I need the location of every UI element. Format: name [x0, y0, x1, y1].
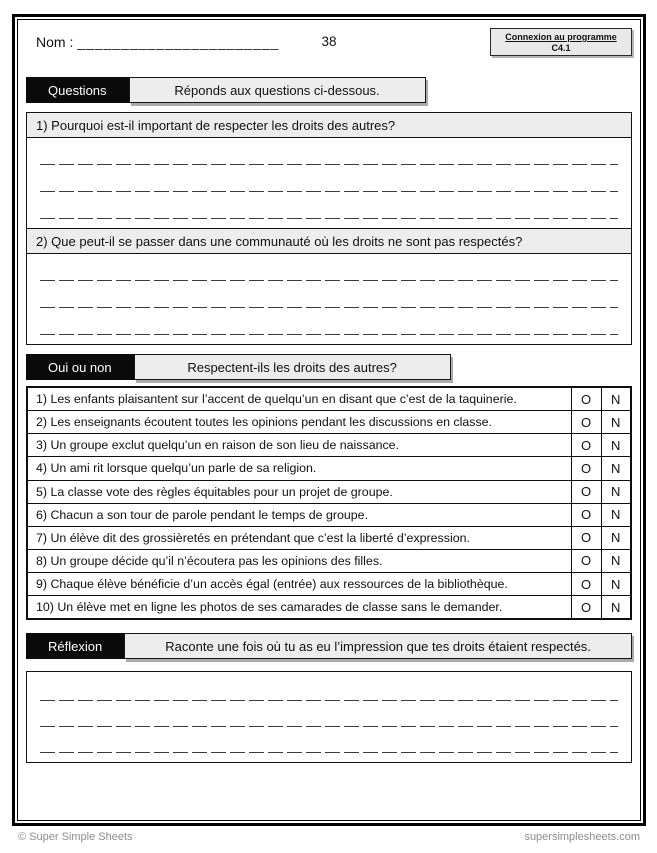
table-row	[27, 549, 631, 572]
answer-line[interactable]	[40, 727, 618, 753]
questions-section-header	[26, 77, 632, 103]
footer-brand: © Super Simple Sheets	[18, 831, 133, 843]
non-cell[interactable]: N	[601, 526, 631, 549]
program-code: C4.1	[551, 43, 571, 53]
oui-cell[interactable]: O	[571, 457, 601, 480]
non-cell[interactable]: N	[601, 596, 631, 620]
oui-cell[interactable]: O	[571, 411, 601, 434]
non-cell[interactable]: N	[601, 573, 631, 596]
program-connection-box[interactable]	[490, 28, 632, 56]
header	[26, 28, 632, 64]
oui-cell[interactable]: O	[571, 549, 601, 572]
program-connection-link[interactable]: Connexion au programme	[505, 32, 617, 42]
question-2-prompt: 2) Que peut-il se passer dans une communauté où les droits ne sont pas respectés?	[27, 228, 631, 254]
worksheet	[17, 19, 641, 821]
page-footer	[18, 831, 640, 843]
non-cell[interactable]: N	[601, 549, 631, 572]
non-cell[interactable]: N	[601, 387, 631, 411]
table-row	[27, 387, 631, 411]
oui-cell[interactable]: O	[571, 596, 601, 620]
answer-line[interactable]	[40, 675, 618, 701]
reflexion-section-header	[26, 633, 632, 659]
page-border	[12, 14, 646, 826]
non-cell[interactable]: N	[601, 503, 631, 526]
statement-text: 2) Les enseignants écoutent toutes les opinions pendant les discussions en classe.	[27, 411, 571, 434]
oui-ou-non-instruction: Respectent-ils les droits des autres?	[134, 354, 451, 380]
statement-text: 8) Un groupe décide qu’il n’écoutera pas les opinions des filles.	[27, 549, 571, 572]
answer-line[interactable]	[40, 254, 618, 281]
statement-text: 6) Chacun a son tour de parole pendant le temps de groupe.	[27, 503, 571, 526]
table-row	[27, 526, 631, 549]
name-label-row	[26, 28, 279, 50]
answer-line[interactable]	[40, 165, 618, 192]
statement-text: 1) Les enfants plaisantent sur l’accent de quelqu’un en disant que c’est de la taquinerie.	[27, 387, 571, 411]
question-1-answer-area	[27, 138, 631, 228]
non-cell[interactable]: N	[601, 434, 631, 457]
tab-questions: Questions	[26, 77, 129, 103]
tab-reflexion: Réflexion	[26, 633, 124, 659]
question-2-answer-area	[27, 254, 631, 344]
oui-cell[interactable]: O	[571, 503, 601, 526]
oui-ou-non-section-header	[26, 354, 632, 380]
oui-cell[interactable]: O	[571, 526, 601, 549]
table-row	[27, 503, 631, 526]
table-row	[27, 596, 631, 620]
tab-oui-ou-non: Oui ou non	[26, 354, 134, 380]
questions-box	[26, 112, 632, 345]
statement-text: 10) Un élève met en ligne les photos de ses camarades de classe sans le demander.	[27, 596, 571, 620]
question-1-prompt: 1) Pourquoi est-il important de respecter les droits des autres?	[27, 113, 631, 138]
name-label: Nom :	[36, 34, 74, 50]
oui-cell[interactable]: O	[571, 480, 601, 503]
statement-text: 7) Un élève dit des grossièretés en prétendant que c’est la liberté d’expression.	[27, 526, 571, 549]
page-number: 38	[321, 34, 337, 49]
questions-instruction: Réponds aux questions ci-dessous.	[129, 77, 426, 103]
non-cell[interactable]: N	[601, 457, 631, 480]
non-cell[interactable]: N	[601, 411, 631, 434]
statement-text: 9) Chaque élève bénéficie d’un accès égal (entrée) aux ressources de la bibliothèque.	[27, 573, 571, 596]
statement-text: 5) La classe vote des règles équitables pour un projet de groupe.	[27, 480, 571, 503]
answer-line[interactable]	[40, 281, 618, 308]
statement-text: 4) Un ami rit lorsque quelqu’un parle de sa religion.	[27, 457, 571, 480]
answer-line[interactable]	[40, 701, 618, 727]
answer-line[interactable]	[40, 192, 618, 219]
table-row	[27, 457, 631, 480]
table-row	[27, 411, 631, 434]
statement-text: 3) Un groupe exclut quelqu’un en raison de son lieu de naissance.	[27, 434, 571, 457]
oui-cell[interactable]: O	[571, 573, 601, 596]
table-row	[27, 434, 631, 457]
reflexion-instruction: Raconte une fois où tu as eu l’impression que tes droits étaient respectés.	[124, 633, 632, 659]
oui-cell[interactable]: O	[571, 434, 601, 457]
table-row	[27, 480, 631, 503]
non-cell[interactable]: N	[601, 480, 631, 503]
statements-table	[26, 386, 632, 620]
oui-cell[interactable]: O	[571, 387, 601, 411]
table-row	[27, 573, 631, 596]
reflexion-answer-box	[26, 671, 632, 763]
footer-website: supersimplesheets.com	[524, 831, 640, 843]
answer-line[interactable]	[40, 138, 618, 165]
answer-line[interactable]	[40, 308, 618, 335]
name-write-line[interactable]: _______________________	[77, 34, 280, 50]
